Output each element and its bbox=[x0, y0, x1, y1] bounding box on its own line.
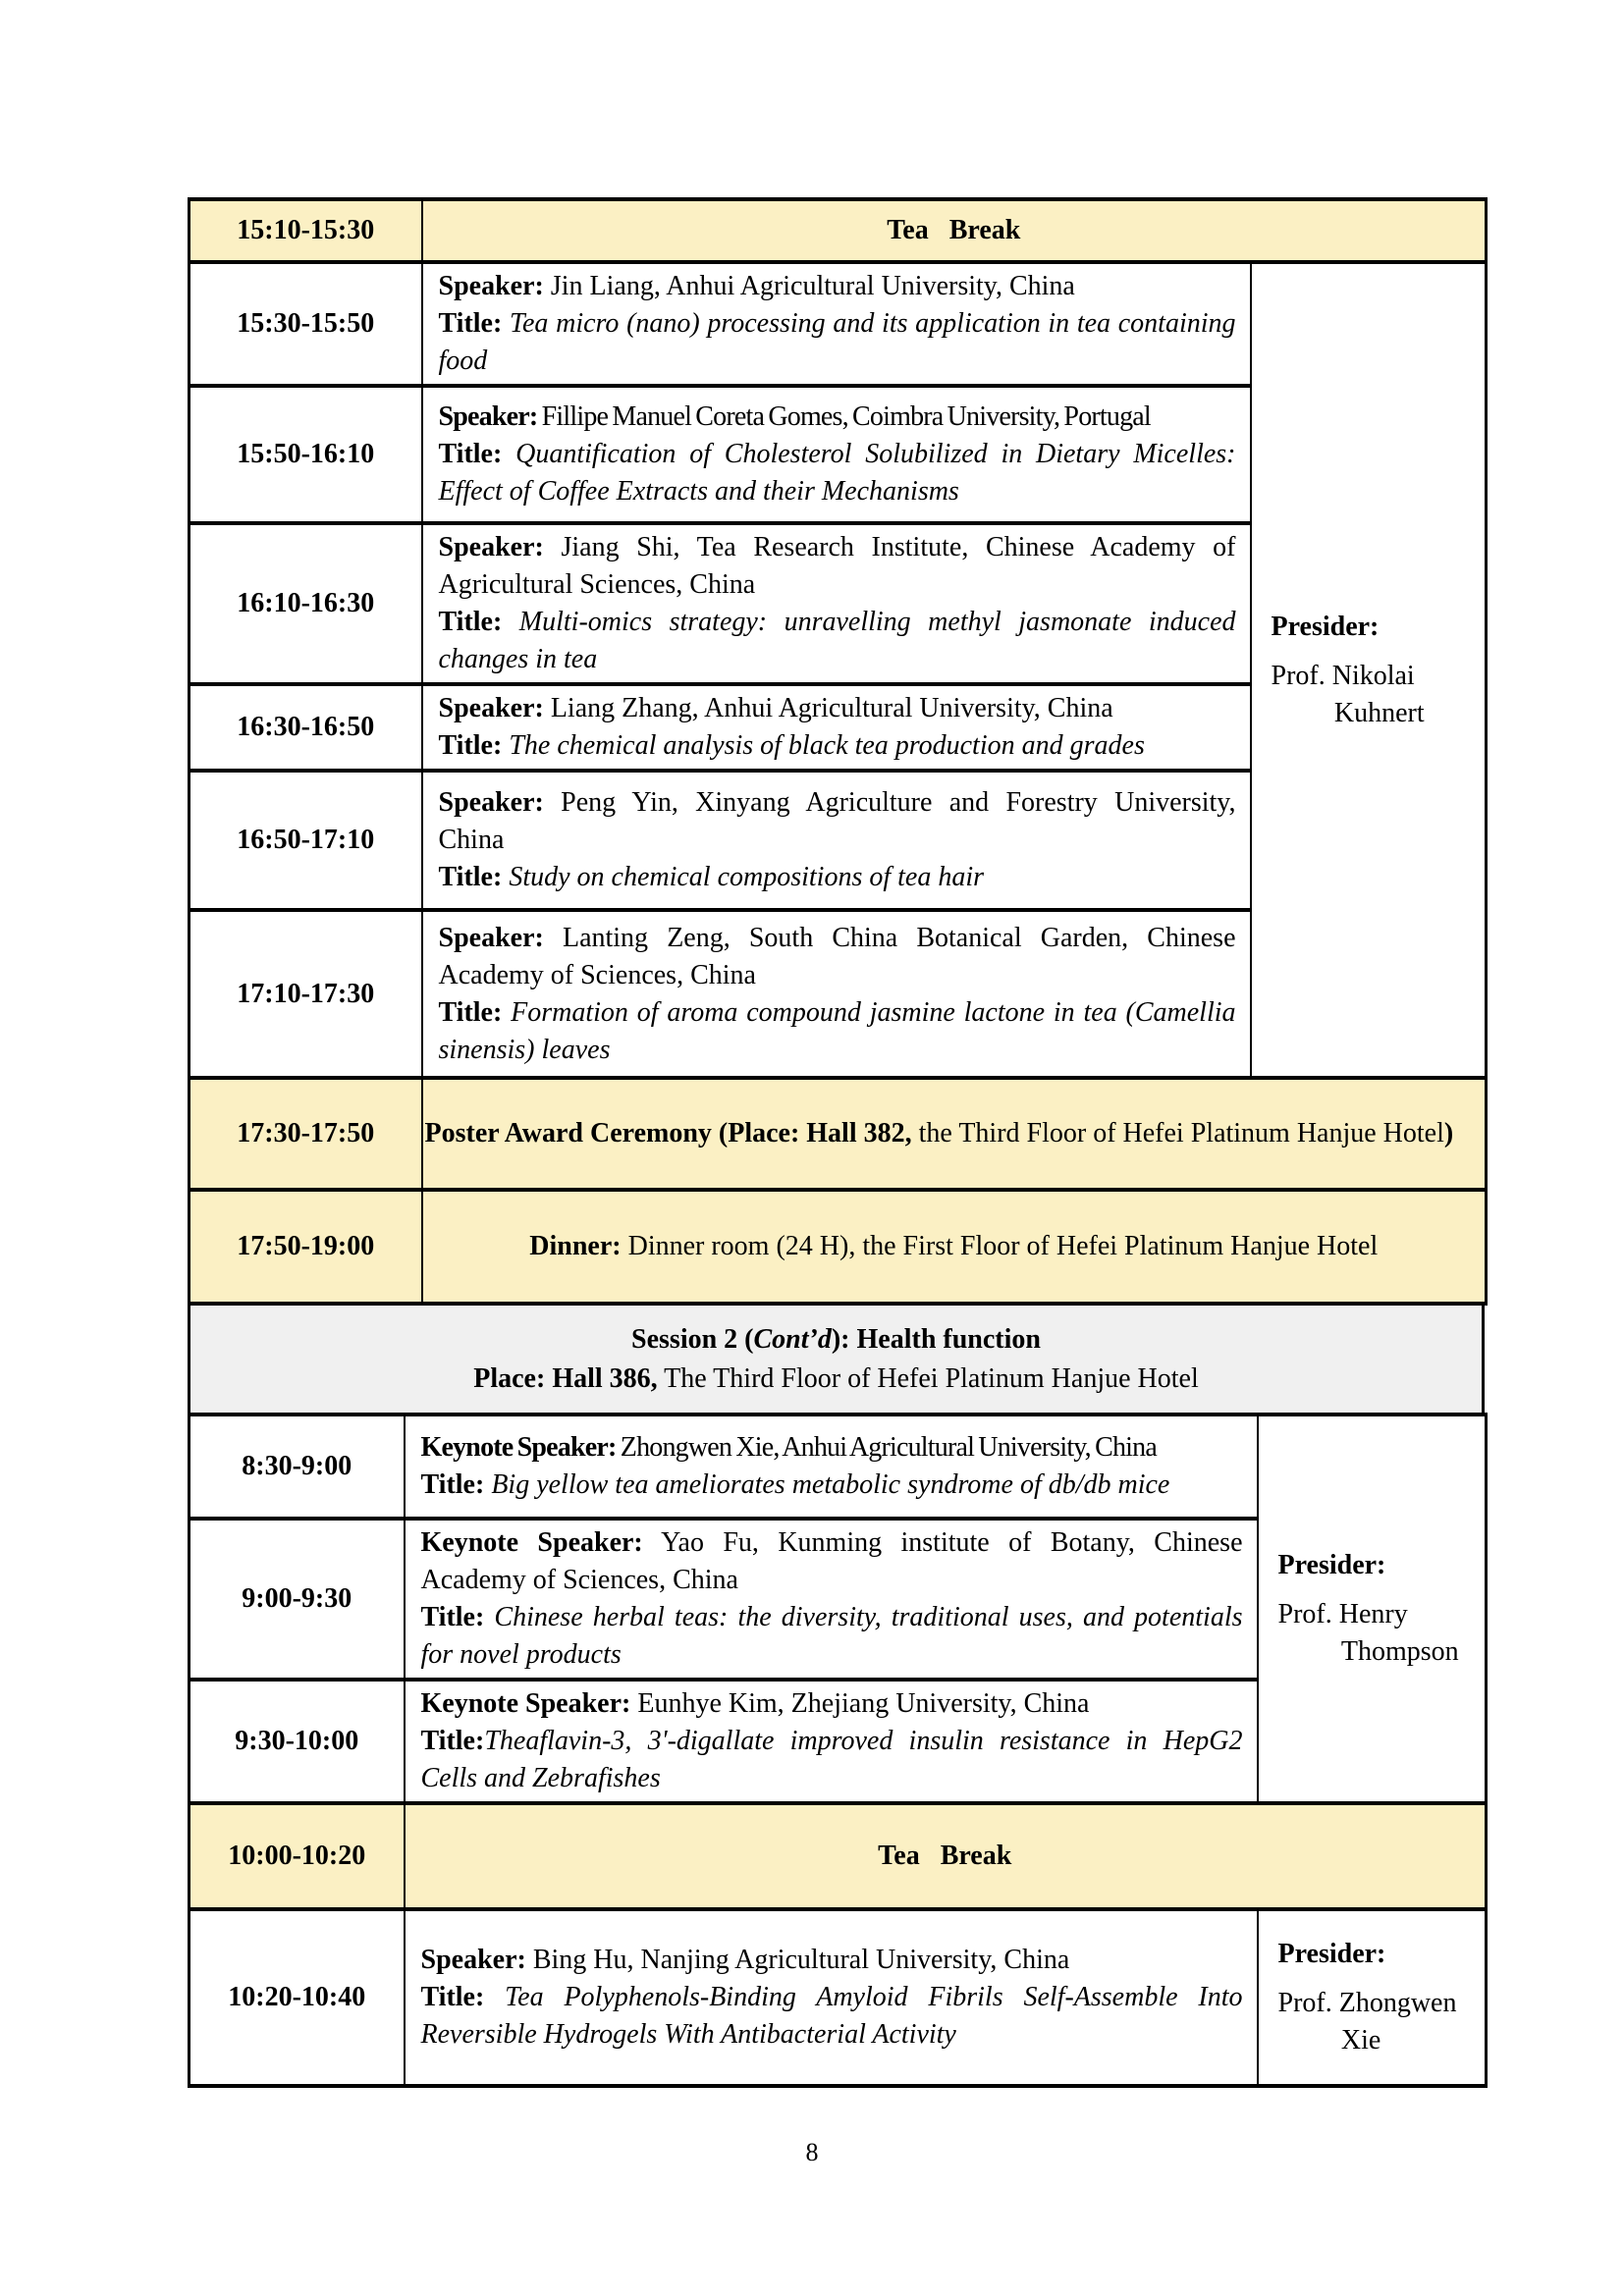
table-row bbox=[189, 1415, 1487, 1519]
speaker-name: Peng Yin, Xinyang Agriculture and Forestry University, China bbox=[438, 787, 1236, 855]
table-row bbox=[189, 262, 1487, 386]
time-cell: 17:50-19:00 bbox=[189, 1190, 422, 1304]
dinner-row bbox=[189, 1190, 1487, 1304]
speaker-label: Speaker: bbox=[438, 532, 544, 562]
presider-name-line1: Prof. Henry bbox=[1277, 1599, 1408, 1629]
tea-break-row bbox=[189, 199, 1487, 262]
speaker-name: Fillipe Manuel Coreta Gomes, Coimbra University, Portugal bbox=[541, 401, 1151, 432]
session-title-part1: Session 2 ( bbox=[631, 1323, 754, 1355]
presider-cell bbox=[1258, 1415, 1487, 1803]
title-label: Title: bbox=[420, 1602, 485, 1632]
session-header bbox=[188, 1306, 1485, 1413]
title-label: Title: bbox=[420, 1982, 485, 2012]
table-row bbox=[189, 1909, 1487, 2086]
time-cell: 15:30-15:50 bbox=[189, 262, 422, 386]
time-cell: 16:50-17:10 bbox=[189, 771, 422, 910]
session-place-bold: Place: Hall 386, bbox=[473, 1362, 658, 1394]
speaker-name: Bing Hu, Nanjing Agricultural University, China bbox=[532, 1945, 1070, 1975]
presider-name-line2: Kuhnert bbox=[1333, 697, 1425, 728]
tea-break-cell: Tea Break bbox=[422, 199, 1487, 262]
presider-name bbox=[1278, 1596, 1478, 1671]
speaker-cell bbox=[405, 1680, 1258, 1803]
poster-ceremony-row bbox=[189, 1078, 1487, 1190]
talk-title: Tea Polyphenols-Binding Amyloid Fibrils Self-Assemble Into Reversible Hydrogels With Antibacterial Activity bbox=[420, 1982, 1243, 2050]
presider-name-line1: Prof. Zhongwen bbox=[1277, 1988, 1457, 2018]
presider-name-line2: Xie bbox=[1340, 2025, 1381, 2056]
speaker-name: Jiang Shi, Tea Research Institute, Chinese Academy of Agricultural Sciences, China bbox=[438, 532, 1236, 600]
speaker-cell bbox=[422, 262, 1251, 386]
title-label: Title: bbox=[438, 439, 503, 469]
speaker-label: Keynote Speaker: bbox=[420, 1432, 617, 1463]
speaker-label: Keynote Speaker: bbox=[420, 1527, 643, 1558]
presider-name bbox=[1272, 658, 1478, 732]
time-cell: 16:30-16:50 bbox=[189, 684, 422, 771]
title-label: Title: bbox=[438, 730, 503, 761]
presider-name bbox=[1278, 1985, 1478, 2059]
dinner-cell bbox=[422, 1190, 1487, 1304]
session-title-contd: Cont’d bbox=[753, 1323, 832, 1355]
dinner-text: Dinner room (24 H), the First Floor of Hefei Platinum Hanjue Hotel bbox=[627, 1231, 1379, 1261]
title-label: Title: bbox=[438, 996, 503, 1028]
speaker-name: Eunhye Kim, Zhejiang University, China bbox=[637, 1688, 1090, 1719]
talk-title: Quantification of Cholesterol Solubilized in Dietary Micelles: Effect of Coffee Extracts and their Mechanisms bbox=[438, 439, 1236, 507]
poster-bold-text: Poster Award Ceremony (Place: Hall 382, bbox=[424, 1118, 912, 1148]
speaker-cell bbox=[422, 910, 1251, 1078]
presider-name-line1: Prof. Nikolai bbox=[1271, 660, 1415, 691]
time-cell: 8:30-9:00 bbox=[189, 1415, 405, 1519]
schedule-table-afternoon bbox=[188, 197, 1488, 1306]
time-cell: 9:30-10:00 bbox=[189, 1680, 405, 1803]
time-cell: 17:10-17:30 bbox=[189, 910, 422, 1078]
session-title-part2: ): Health function bbox=[831, 1323, 1041, 1355]
speaker-cell bbox=[422, 523, 1251, 684]
time-cell: 10:20-10:40 bbox=[189, 1909, 405, 2086]
presider-cell bbox=[1258, 1909, 1487, 2086]
talk-title: Tea micro (nano) processing and its application in tea containing food bbox=[438, 308, 1236, 376]
speaker-name: Liang Zhang, Anhui Agricultural University, China bbox=[550, 693, 1113, 723]
speaker-label: Speaker: bbox=[438, 787, 544, 818]
talk-title: Multi-omics strategy: unravelling methyl jasmonate induced changes in tea bbox=[438, 607, 1236, 674]
presider-name-line2: Thompson bbox=[1340, 1636, 1459, 1667]
speaker-name: Zhongwen Xie, Anhui Agricultural University, China bbox=[620, 1432, 1157, 1463]
presider-cell bbox=[1251, 262, 1487, 1078]
time-cell: 16:10-16:30 bbox=[189, 523, 422, 684]
speaker-name: Jin Liang, Anhui Agricultural University, China bbox=[550, 271, 1075, 301]
talk-title: Chinese herbal teas: the diversity, traditional uses, and potentials for novel products bbox=[420, 1602, 1243, 1670]
poster-ceremony-cell bbox=[422, 1078, 1487, 1190]
tea-break-cell: Tea Break bbox=[405, 1803, 1487, 1909]
session-place bbox=[190, 1360, 1482, 1399]
presider-label: Presider: bbox=[1277, 1939, 1386, 1969]
speaker-label: Speaker: bbox=[438, 401, 538, 432]
schedule-table-morning bbox=[188, 1413, 1488, 2088]
poster-regular-text: the Third Floor of Hefei Platinum Hanjue Hotel bbox=[918, 1118, 1444, 1148]
title-label: Title: bbox=[420, 1726, 485, 1756]
tea-break-row bbox=[189, 1803, 1487, 1909]
talk-title: Big yellow tea ameliorates metabolic syndrome of db/db mice bbox=[491, 1469, 1170, 1500]
speaker-cell bbox=[405, 1519, 1258, 1680]
title-label: Title: bbox=[420, 1469, 485, 1500]
time-cell: 15:50-16:10 bbox=[189, 386, 422, 523]
speaker-cell bbox=[422, 771, 1251, 910]
talk-title: The chemical analysis of black tea production and grades bbox=[509, 730, 1145, 761]
time-cell: 9:00-9:30 bbox=[189, 1519, 405, 1680]
presider-label: Presider: bbox=[1277, 1550, 1386, 1580]
time-cell: 15:10-15:30 bbox=[189, 199, 422, 262]
title-label: Title: bbox=[438, 862, 503, 892]
speaker-name: Lanting Zeng, South China Botanical Garden, Chinese Academy of Sciences, China bbox=[438, 922, 1236, 990]
time-cell: 17:30-17:50 bbox=[189, 1078, 422, 1190]
speaker-label: Keynote Speaker: bbox=[420, 1688, 631, 1719]
session-place-regular: The Third Floor of Hefei Platinum Hanjue Hotel bbox=[664, 1362, 1199, 1394]
dinner-label: Dinner: bbox=[529, 1231, 622, 1261]
speaker-cell bbox=[422, 684, 1251, 771]
speaker-label: Speaker: bbox=[438, 693, 544, 723]
page-number: 8 bbox=[805, 2138, 819, 2166]
speaker-label: Speaker: bbox=[438, 271, 544, 301]
speaker-label: Speaker: bbox=[438, 922, 544, 953]
time-cell: 10:00-10:20 bbox=[189, 1803, 405, 1909]
speaker-cell bbox=[405, 1415, 1258, 1519]
speaker-cell bbox=[405, 1909, 1258, 2086]
title-label: Title: bbox=[438, 308, 503, 339]
presider-label: Presider: bbox=[1271, 611, 1380, 642]
poster-bold-end: ) bbox=[1443, 1118, 1454, 1148]
talk-title: Theaflavin-3, 3'-digallate improved insulin resistance in HepG2 Cells and Zebrafishes bbox=[420, 1726, 1243, 1793]
schedule-table-wrap bbox=[188, 197, 1485, 2088]
title-label: Title: bbox=[438, 607, 503, 637]
session-title bbox=[190, 1320, 1482, 1360]
speaker-name: Yao Fu, Kunming institute of Botany, Chinese Academy of Sciences, China bbox=[420, 1527, 1243, 1595]
talk-title: Study on chemical compositions of tea hair bbox=[509, 862, 985, 892]
speaker-label: Speaker: bbox=[420, 1945, 526, 1975]
speaker-cell bbox=[422, 386, 1251, 523]
talk-title: Formation of aroma compound jasmine lactone in tea (Camellia sinensis) leaves bbox=[438, 996, 1236, 1065]
